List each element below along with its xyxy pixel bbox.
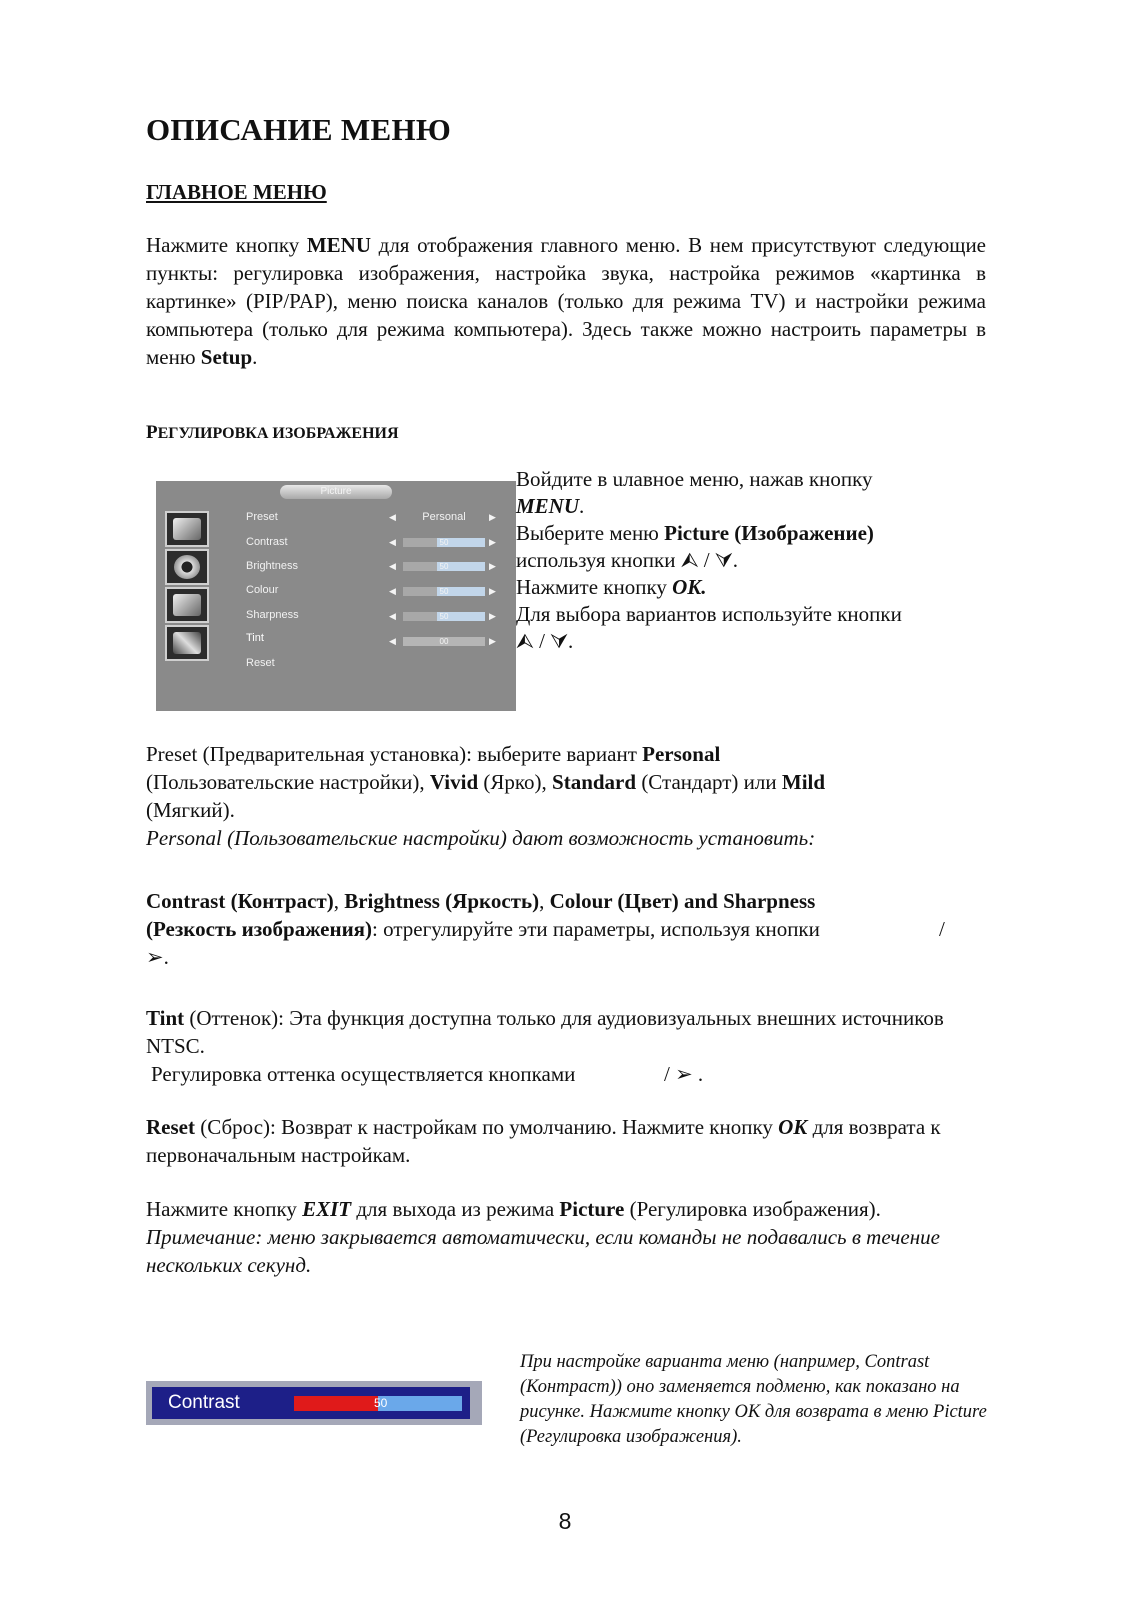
menu-label-tint: Tint — [246, 632, 264, 644]
tint-paragraph: Tint (Оттенок): Эта функция доступна только для аудиовизуальных внешних источников NTSC. Регулировка оттенка осуществляется кнопками / ➢ . — [146, 1006, 944, 1086]
left-arrow-icon: ◀ — [389, 561, 396, 571]
contrast-submenu-value: 50 — [374, 1396, 388, 1410]
up-down-arrows-icon: ⮙ / ⮛ — [516, 629, 569, 653]
menu-bar-sharpness: 50 — [403, 612, 485, 621]
exit-paragraph: Нажмите кнопку EXIT для выхода из режима Picture (Регулировка изображения). Примечание: меню закрывается автоматически, если команды не подавались в течение нескольких секунд. — [146, 1197, 940, 1277]
right-arrow-icon: ▶ — [489, 537, 496, 547]
submenu-note: При настройке варианта меню (например, Contrast (Контраст)) оно заменяется подменю, как показано на рисунке. Нажмите кнопку OK для возврата в меню Picture (Регулировка изображения). — [520, 1352, 987, 1447]
page-number: 8 — [558, 1508, 572, 1534]
menu-label-brightness: Brightness — [246, 560, 298, 572]
up-down-arrows-icon: ⮙ / ⮛ — [680, 548, 733, 572]
contrast-submenu-track — [294, 1396, 462, 1411]
contrast-submenu-bar — [146, 1381, 482, 1425]
steps-text: Войдите в uлавное меню, нажав кнопку MENU. Выберите меню Picture (Изображение) используя кнопки ⮙ / ⮛. Нажмите кнопку OK. Для выбора вариантов используйте кнопки ⮙ / ⮛. — [516, 467, 902, 653]
picture-menu-screenshot — [156, 481, 516, 711]
setup-icon — [165, 625, 209, 661]
right-arrow-icon: ▶ — [489, 561, 496, 571]
preset-paragraph: Preset (Предварительная установка): выберите вариант Personal (Пользовательские настройки), Vivid (Ярко), Standard (Стандарт) или Mild (Мягкий). Personal (Пользовательские настройки) дают возможность установить: — [146, 742, 826, 850]
pip-icon — [165, 587, 209, 623]
section-title: РЕГУЛИРОВКА ИЗОБРАЖЕНИЯ — [146, 422, 399, 443]
left-arrow-icon: ◀ — [389, 586, 396, 596]
menu-bar-contrast: 50 — [403, 538, 485, 547]
right-arrow-icon: ▶ — [489, 586, 496, 596]
menu-label-sharpness: Sharpness — [246, 609, 299, 621]
left-arrow-icon: ◀ — [389, 636, 396, 646]
right-arrow-icon: ▶ — [489, 512, 496, 522]
menu-label-reset: Reset — [246, 657, 275, 669]
picture-tab: Picture — [280, 485, 392, 499]
contrast-paragraph: Contrast (Контраст), Brightness (Яркость), Colour (Цвет) and Sharpness (Резкость изображения): отрегулируйте эти параметры, используя кнопки / ➢. — [146, 889, 945, 969]
left-arrow-icon: ◀ — [389, 611, 396, 621]
menu-value-preset: Personal — [422, 511, 466, 523]
contrast-submenu-fill — [294, 1396, 378, 1411]
main-menu-heading: ГЛАВНОЕ МЕНЮ — [146, 180, 327, 204]
menu-bar-colour: 50 — [403, 587, 485, 596]
right-arrow-icon: ➢. — [146, 945, 169, 969]
menu-bar-tint: 00 — [403, 637, 485, 646]
menu-bar-brightness: 50 — [403, 562, 485, 571]
contrast-submenu-label: Contrast — [168, 1392, 240, 1413]
main-menu-paragraph: Нажмите кнопку MENU для отображения главного меню. В нем присутствуют следующие пункты: регулировка изображения, настройка звука, настройка режимов «картинка в картинке» (PIP/PAP), меню поиска каналов (только для режима TV) и настройки режима компьютера (только для режима компьютера). Здесь также можно настроить параметры в меню Setup. — [146, 233, 987, 369]
left-arrow-icon: ◀ — [389, 537, 396, 547]
reset-paragraph: Reset (Сброс): Возврат к настройкам по умолчанию. Нажмите кнопку OK для возврата к первоначальным настройкам. — [146, 1115, 941, 1167]
picture-icon — [165, 511, 209, 547]
menu-label-contrast: Contrast — [246, 536, 288, 548]
right-arrow-icon: ▶ — [489, 636, 496, 646]
page-title: ОПИСАНИЕ МЕНЮ — [146, 112, 452, 147]
sound-icon — [165, 549, 209, 585]
right-arrow-icon: ▶ — [489, 611, 496, 621]
menu-label-preset: Preset — [246, 511, 278, 523]
menu-label-colour: Colour — [246, 584, 279, 596]
left-arrow-icon: ◀ — [389, 512, 396, 522]
